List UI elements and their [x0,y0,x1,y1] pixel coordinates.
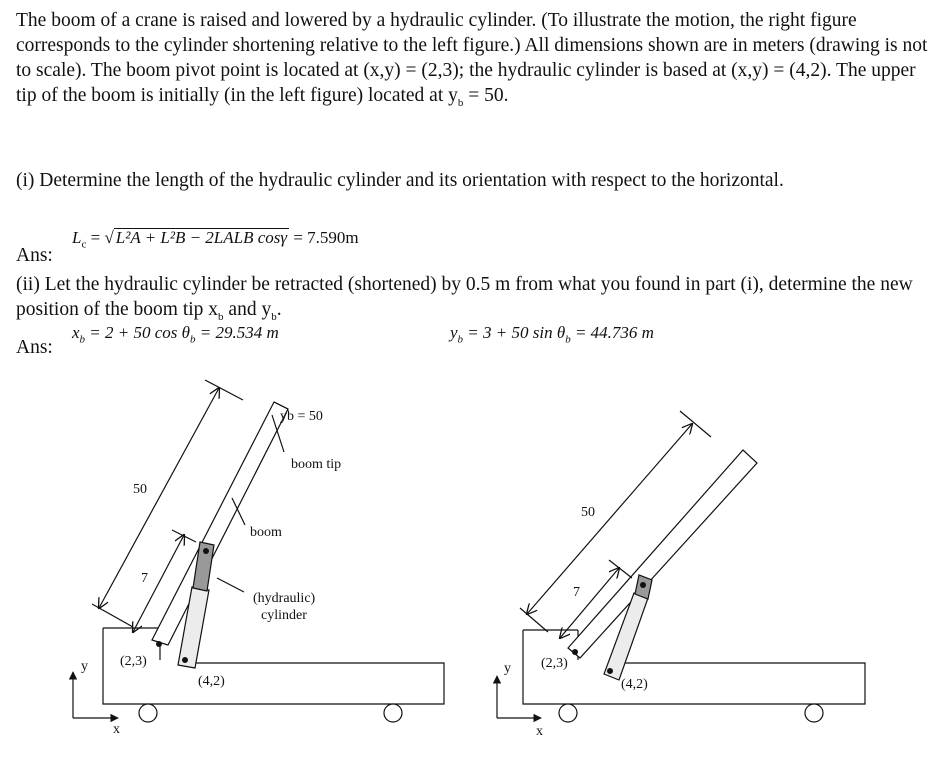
part2-question: (ii) Let the hydraulic cylinder be retracted (shortened) by 0.5 m from what you found in part (i), determine the new position of the boom tip $x_b$ and $y_b$. [16,274,913,323]
right-axis-y: y [504,661,511,676]
left-cyl-label-2: cylinder [261,608,307,623]
left-axis-y: y [81,659,88,674]
part1-ans-label: Ans: [16,245,53,266]
xb-equation: $x_b = 2 + 50$ $\cos \theta_b = 29.534$ m [72,323,279,346]
yb-equation: $y_b = 3 + 50$ $\sin \theta_b = 44.736$ m [450,323,654,346]
right-dim-50 [527,424,692,614]
right-axis-x: x [536,724,543,739]
left-cyl-label-1: (hydraulic) [253,591,316,606]
left-axis-x: x [113,722,120,737]
right-dim-50-label: 50 [581,505,595,520]
part1-equation: $L_c$ = √ L²A + L²B − 2LALB cosγ = 7.590m [72,228,359,251]
right-crane [497,411,865,722]
right-base-label: (4,2) [621,677,648,692]
part1-question: (i) Determine the length of the hydraulic cylinder and its orientation with respect to the horizontal. [16,170,784,191]
problem-intro: The boom of a crane is raised and lowered by a hydraulic cylinder. (To illustrate the motion, the right figure corresponds to the cylinder shortening relative to the left figure.) All dimensions shown are in meters (drawing is not to scale). The boom pivot point is located at (x,y) = (2,3); the hydraulic cylinder is based at (x,y) = (4,2). The upper tip of the boom is initially (in the left figure) located at $y_b = 50$. [16,10,928,109]
right-boom [568,450,757,658]
left-crane [73,380,444,722]
right-wheel-rear [805,704,823,722]
left-base-label: (4,2) [198,674,225,689]
right-dim-7-label: 7 [573,585,580,600]
left-boom-tip-label: boom tip [291,457,342,472]
part2-ans-label: Ans: [16,337,53,358]
left-yb-label: yb = 50 [280,409,323,424]
left-dim-50-label: 50 [133,482,147,497]
right-pivot-label: (2,3) [541,656,568,671]
left-pivot-label: (2,3) [120,654,147,669]
left-wheel-rear [384,704,402,722]
left-dim-7-label: 7 [141,571,148,586]
left-boom-label: boom [250,525,282,540]
left-wheel-front [139,704,157,722]
right-wheel-front [559,704,577,722]
